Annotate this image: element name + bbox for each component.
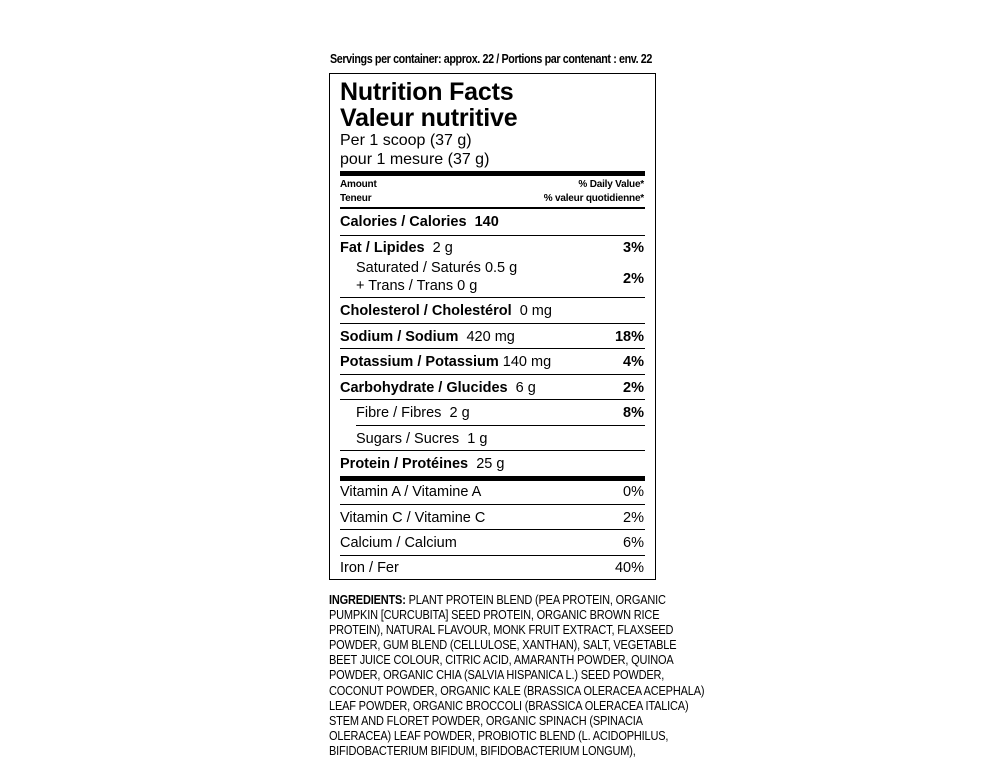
fat-label: Fat / Lipides xyxy=(340,240,425,256)
ingredients-line: STEM AND FLORET POWDER, ORGANIC SPINACH (SPINACIA xyxy=(329,712,643,728)
servings-per-container: Servings per container: approx. 22 / Portions par contenant : env. 22 xyxy=(330,52,652,66)
cholesterol-label: Cholesterol / Cholestérol xyxy=(340,303,512,319)
protein-row xyxy=(340,456,504,473)
sugars-row xyxy=(356,431,487,448)
divider-thick xyxy=(340,476,645,481)
divider xyxy=(340,374,645,375)
divider xyxy=(340,323,645,324)
divider xyxy=(340,504,645,505)
carbohydrate-row xyxy=(340,380,536,397)
fibre-label: Fibre / Fibres xyxy=(356,405,442,421)
calories-label: Calories / Calories xyxy=(340,214,467,230)
trans-label: + Trans / Trans xyxy=(356,278,454,294)
amount-header: Amount xyxy=(340,179,377,190)
sugars-label: Sugars / Sucres xyxy=(356,431,460,447)
cholesterol-row xyxy=(340,303,552,320)
iron-percent: 40% xyxy=(614,560,644,576)
ingredients-line: PROTEIN), NATURAL FLAVOUR, MONK FRUIT EXTRACT, FLAXSEED xyxy=(329,622,674,638)
daily-value-header-fr: % valeur quotidienne* xyxy=(543,193,644,204)
trans-value: 0 g xyxy=(457,278,478,294)
serving-size-english: Per 1 scoop (37 g) xyxy=(340,132,472,149)
saturated-label: Saturated / Saturés xyxy=(356,260,481,276)
ingredients-line: BEET JUICE COLOUR, CITRIC ACID, AMARANTH POWDER, QUINOA xyxy=(329,652,674,668)
potassium-value: 140 mg xyxy=(502,354,552,370)
vitamin-c-row: Vitamin C / Vitamine C xyxy=(340,510,486,526)
divider xyxy=(340,529,645,530)
carbohydrate-percent: 2% xyxy=(623,380,644,396)
fat-percent: 3% xyxy=(623,240,644,256)
ingredients-text: PLANT PROTEIN BLEND (PEA PROTEIN, ORGANIC xyxy=(405,592,666,607)
ingredients-line: LEAF POWDER, ORGANIC BROCCOLI (BRASSICA OLERACEA ITALICA) xyxy=(329,697,689,713)
ingredients-line: PUMPKIN [CURCUBITA] SEED PROTEIN, ORGANIC BROWN RICE xyxy=(329,607,660,623)
fat-row xyxy=(340,240,453,257)
potassium-percent: 4% xyxy=(623,354,644,370)
potassium-row xyxy=(340,354,551,371)
ingredients-list xyxy=(329,592,705,758)
vitamin-a-row: Vitamin A / Vitamine A xyxy=(340,484,482,500)
title-french: Valeur nutritive xyxy=(340,104,518,132)
sodium-percent: 18% xyxy=(614,329,644,345)
iron-row: Iron / Fer xyxy=(340,560,399,576)
daily-value-header: % Daily Value* xyxy=(578,179,644,190)
calories-value: 140 xyxy=(474,214,499,230)
divider xyxy=(340,207,645,209)
carbohydrate-label: Carbohydrate / Glucides xyxy=(340,380,508,396)
saturated-row xyxy=(356,260,517,277)
divider xyxy=(340,235,645,236)
sugars-value: 1 g xyxy=(467,431,488,447)
ingredients-line: COCONUT POWDER, ORGANIC KALE (BRASSICA OLERACEA ACEPHALA) xyxy=(329,682,705,698)
ingredients-line: BIFIDOBACTERIUM BIFIDUM, BIFIDOBACTERIUM LONGUM), xyxy=(329,742,636,758)
ingredients-line: POWDER, ORGANIC CHIA (SALVIA HISPANICA L.) SEED POWDER, xyxy=(329,667,665,683)
divider xyxy=(340,348,645,349)
sodium-value: 420 mg xyxy=(466,329,515,345)
ingredients-label: INGREDIENTS: xyxy=(329,592,406,607)
ingredients-line xyxy=(329,592,667,607)
divider xyxy=(356,425,645,426)
potassium-label: Potassium / Potassium xyxy=(340,354,499,370)
serving-size-french: pour 1 mesure (37 g) xyxy=(340,151,490,168)
divider xyxy=(340,450,645,451)
vitamin-a-percent: 0% xyxy=(623,484,644,500)
sodium-row xyxy=(340,329,515,346)
trans-row xyxy=(356,278,477,295)
nutrition-facts-panel xyxy=(329,73,656,580)
divider-thick xyxy=(340,171,645,176)
fibre-row xyxy=(356,405,470,422)
calcium-percent: 6% xyxy=(623,535,644,551)
cholesterol-value: 0 mg xyxy=(519,303,552,319)
calories-row xyxy=(340,214,499,231)
protein-value: 25 g xyxy=(476,456,505,472)
teneur-header: Teneur xyxy=(340,193,372,204)
fibre-percent: 8% xyxy=(623,405,644,421)
fibre-value: 2 g xyxy=(449,405,470,421)
saturated-value: 0.5 g xyxy=(484,260,518,276)
sat-trans-percent: 2% xyxy=(623,271,644,287)
vitamin-c-percent: 2% xyxy=(623,510,644,526)
fat-value: 2 g xyxy=(432,240,453,256)
calcium-row: Calcium / Calcium xyxy=(340,535,457,551)
divider xyxy=(340,297,645,298)
ingredients-line: POWDER, GUM BLEND (CELLULOSE, XANTHAN), SALT, VEGETABLE xyxy=(329,637,677,653)
title-english: Nutrition Facts xyxy=(340,78,514,106)
divider xyxy=(340,555,645,556)
ingredients-line: OLERACEA) LEAF POWDER, PROBIOTIC BLEND (L. ACIDOPHILUS, xyxy=(329,727,669,743)
sodium-label: Sodium / Sodium xyxy=(340,329,459,345)
divider xyxy=(340,399,645,400)
carbohydrate-value: 6 g xyxy=(515,380,536,396)
protein-label: Protein / Protéines xyxy=(340,456,469,472)
